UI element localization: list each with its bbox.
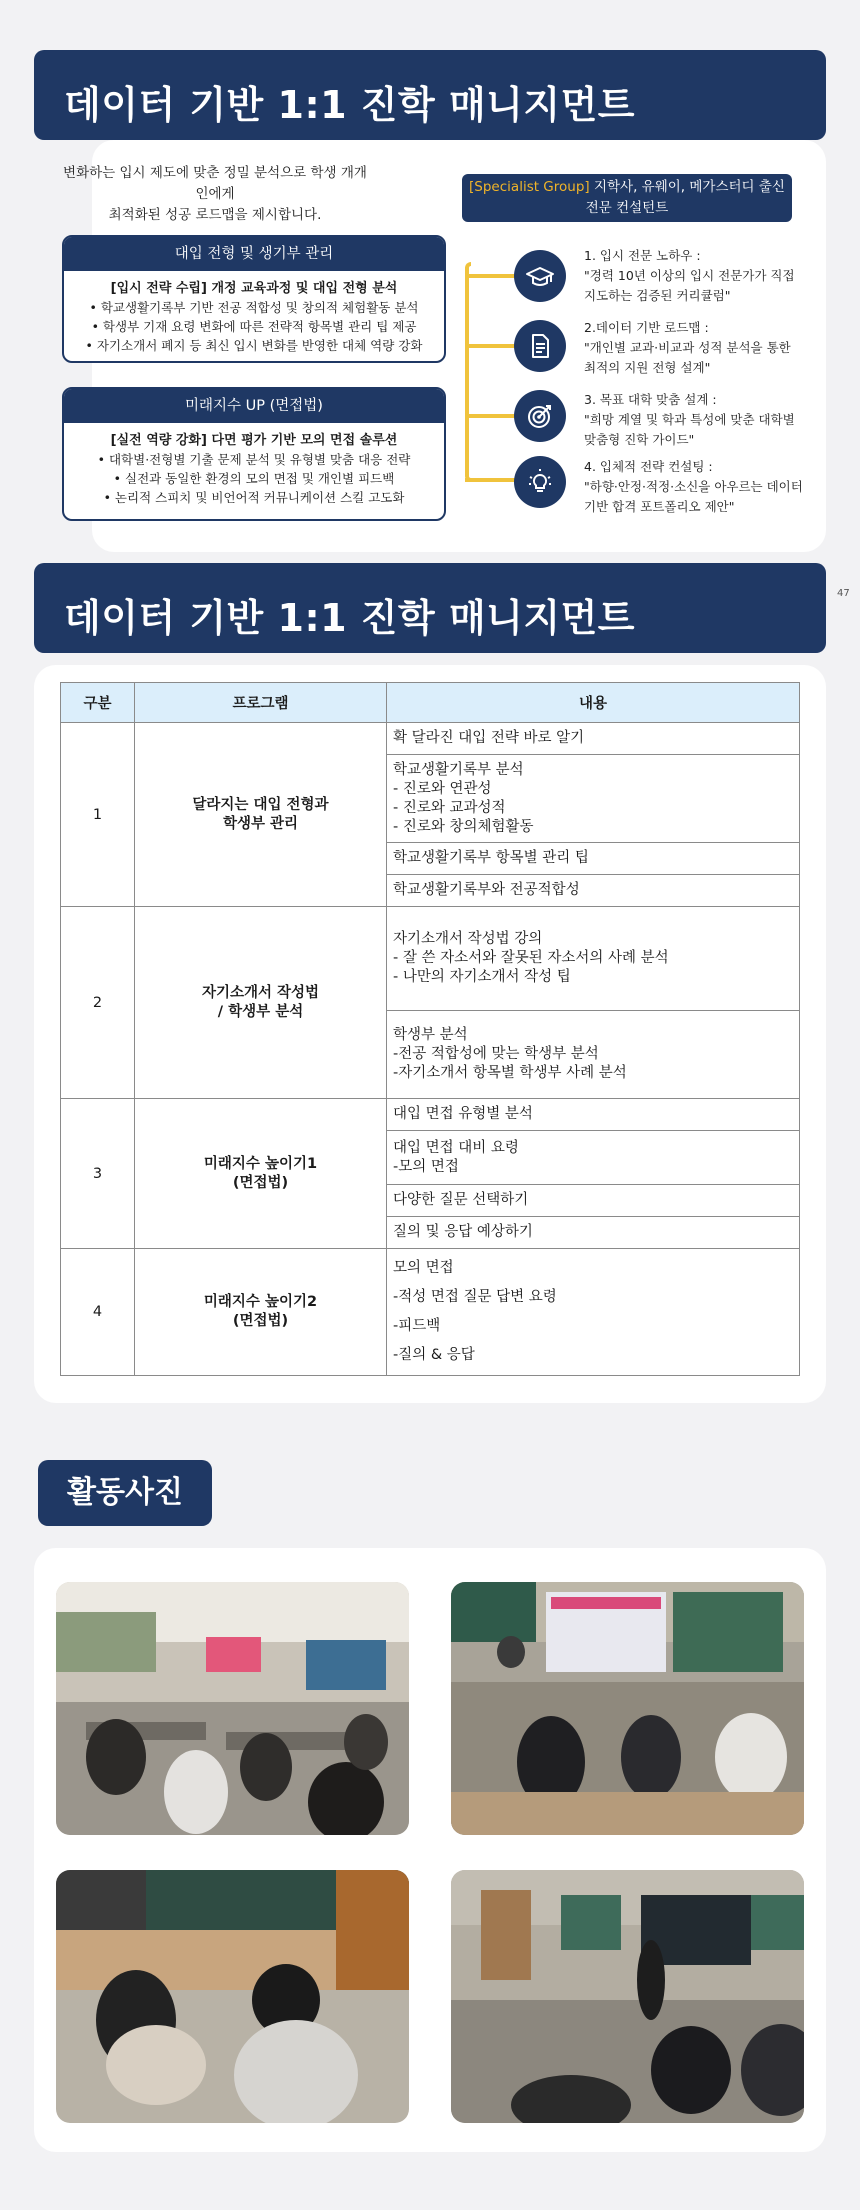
box-list — [64, 450, 444, 507]
connector-branch — [465, 478, 515, 482]
box-subtitle: [실전 역량 강화] 다면 평가 기반 모의 면접 솔루션 — [110, 433, 398, 448]
header-content: 내용 — [387, 683, 800, 723]
document-icon — [514, 320, 566, 372]
step-4: 4. 입체적 전략 컨설팅 : "하향·안정·적정·소신을 아우르는 데이터 기반 합격 포트폴리오 제안" — [584, 459, 803, 514]
program-table — [60, 682, 800, 1376]
lightbulb-icon — [514, 456, 566, 508]
section1-banner — [34, 50, 826, 140]
target-icon — [514, 390, 566, 442]
table-row — [61, 1099, 800, 1131]
row-content: 모의 면접 -적성 면접 질문 답변 요령 -피드백 -질의 & 응답 — [387, 1249, 800, 1376]
table-row — [61, 1249, 800, 1376]
row-content: 자기소개서 작성법 강의 - 잘 쓴 자소서와 잘못된 자소서의 사례 분석 - 나만의 자기소개서 작성 팁 — [387, 907, 800, 1011]
section2-title: 데이터 기반 1:1 진학 매니지먼트 — [64, 596, 635, 640]
row-number: 3 — [61, 1099, 135, 1249]
list-item: • 학교생활기록부 기반 전공 적합성 및 창의적 체험활동 분석 — [64, 298, 444, 317]
box-subtitle: [입시 전략 수립] 개정 교육과정 및 대입 전형 분석 — [110, 281, 398, 296]
activity-photo-1 — [56, 1582, 409, 1835]
row-content: 학생부 분석 -전공 적합성에 맞는 학생부 분석 -자기소개서 항목별 학생부 사례 분석 — [387, 1011, 800, 1099]
row-program: 미래지수 높이기1 (면접법) — [135, 1099, 387, 1249]
connector-branch — [465, 274, 515, 278]
header-category: 구분 — [61, 683, 135, 723]
step-2: 2.데이터 기반 로드맵 : "개인별 교과·비교과 성적 분석을 통한 최적의 지원 전형 설계" — [584, 320, 791, 375]
section2-banner — [34, 563, 826, 653]
list-item: • 자기소개서 폐지 등 최신 입시 변화를 반영한 대체 역량 강화 — [64, 336, 444, 355]
box-header: 대입 전형 및 생기부 관리 — [64, 237, 444, 271]
table-row — [61, 907, 800, 1011]
intro-text: 변화하는 입시 제도에 맞춘 정밀 분석으로 학생 개개인에게 최적화된 성공 로드맵을 제시합니다. — [63, 165, 367, 223]
row-content: 대입 면접 대비 요령 -모의 면접 — [387, 1131, 800, 1185]
list-item: • 실전과 동일한 환경의 모의 면접 및 개인별 피드백 — [64, 469, 444, 488]
section1-title: 데이터 기반 1:1 진학 매니지먼트 — [64, 83, 635, 127]
row-program: 자기소개서 작성법 / 학생부 분석 — [135, 907, 387, 1099]
list-item: • 논리적 스피치 및 비언어적 커뮤니케이션 스킬 고도화 — [64, 488, 444, 507]
table-row — [61, 723, 800, 755]
table-header-row — [61, 683, 800, 723]
row-content: 다양한 질문 선택하기 — [387, 1185, 800, 1217]
activity-photo-3 — [56, 1870, 409, 2123]
row-program: 미래지수 높이기2 (면접법) — [135, 1249, 387, 1376]
row-number: 1 — [61, 723, 135, 907]
specialist-highlight: [Specialist Group] — [469, 179, 590, 195]
list-item: • 대학별·전형별 기출 문제 분석 및 유형별 맞춤 대응 전략 — [64, 450, 444, 469]
row-content: 학교생활기록부 분석 - 진로와 연관성 - 진로와 교과성적 - 진로와 창의체험활동 — [387, 755, 800, 843]
step-3: 3. 목표 대학 맞춤 설계 : "희망 계열 및 학과 특성에 맞춘 대학별 맞춤형 진학 가이드" — [584, 392, 795, 447]
row-program: 달라지는 대입 전형과 학생부 관리 — [135, 723, 387, 907]
connector-branch — [465, 414, 515, 418]
row-number: 4 — [61, 1249, 135, 1376]
activity-photo-4 — [451, 1870, 804, 2123]
row-content: 대입 면접 유형별 분석 — [387, 1099, 800, 1131]
graduation-cap-icon — [514, 250, 566, 302]
activity-photos-title: 활동사진 — [38, 1460, 212, 1526]
interview-box — [62, 387, 446, 521]
admission-management-box — [62, 235, 446, 363]
connector-branch — [465, 344, 515, 348]
box-list — [64, 298, 444, 355]
activity-photo-2 — [451, 1582, 804, 1835]
list-item: • 학생부 기재 요령 변화에 따른 전략적 항목별 관리 팁 제공 — [64, 317, 444, 336]
connector-bracket — [465, 262, 471, 482]
row-content: 확 달라진 대입 전략 바로 알기 — [387, 723, 800, 755]
box-header: 미래지수 UP (면접법) — [64, 389, 444, 423]
step-1: 1. 입시 전문 노하우 : "경력 10년 이상의 입시 전문가가 직접 지도하는 검증된 커리큘럼" — [584, 248, 795, 303]
row-number: 2 — [61, 907, 135, 1099]
header-program: 프로그램 — [135, 683, 387, 723]
row-content: 학교생활기록부 항목별 관리 팁 — [387, 843, 800, 875]
row-content: 학교생활기록부와 전공적합성 — [387, 875, 800, 907]
row-content: 질의 및 응답 예상하기 — [387, 1217, 800, 1249]
specialist-badge: [Specialist Group] 지학사, 유웨이, 메가스터디 출신 전문 컨설턴트 — [462, 174, 792, 222]
page-number: 47 — [837, 588, 850, 599]
